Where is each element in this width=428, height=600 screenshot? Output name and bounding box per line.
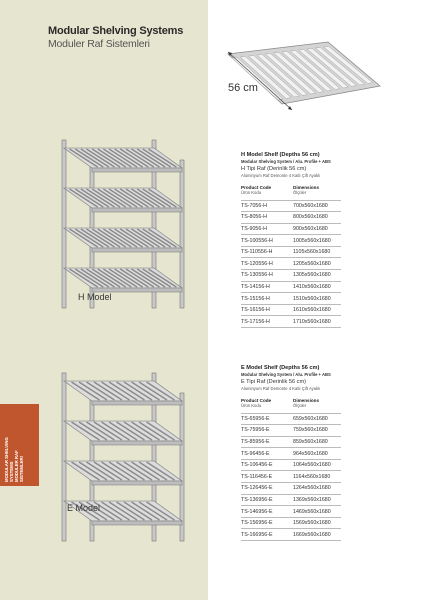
e-model-spec-block	[241, 365, 413, 541]
table-row	[241, 212, 341, 224]
product-code-cell: TS-130556-H	[241, 270, 293, 282]
page-title: Modular Shelving Systems	[48, 25, 184, 37]
spec-heading: E Model Shelf (Depths 56 cm)	[241, 365, 320, 371]
product-code-cell: TS-156956-E	[241, 517, 293, 529]
dimensions-cell: 1305x560x1680	[293, 270, 341, 282]
product-code-cell: TS-8056-H	[241, 212, 293, 224]
table-row	[241, 270, 341, 282]
product-code-cell: TS-166956-E	[241, 529, 293, 541]
product-code-cell: TS-126456-E	[241, 483, 293, 495]
e-model-label: E Model	[67, 503, 101, 513]
dimensions-cell: 1105x560x1680	[293, 246, 341, 258]
table-row	[241, 235, 341, 247]
dimensions-cell: 1064x560x1680	[293, 459, 341, 471]
product-code-cell: TS-116456-E	[241, 471, 293, 483]
col-header-dimensions: Dimensions Ölçüler	[293, 398, 341, 413]
table-row	[241, 425, 341, 437]
dimensions-cell: 1205x560x1680	[293, 258, 341, 270]
side-tab-line: MODULAR SHELVING	[4, 437, 9, 482]
dimensions-cell: 1610x560x1680	[293, 304, 341, 316]
table-row	[241, 316, 341, 328]
spec-table	[241, 398, 341, 541]
table-row	[241, 246, 341, 258]
table-row	[241, 483, 341, 495]
dimensions-cell: 1164x560x1680	[293, 471, 341, 483]
dimensions-cell: 1264x560x1680	[293, 483, 341, 495]
dimensions-cell: 1005x560x1680	[293, 235, 341, 247]
product-code-cell: TS-136956-E	[241, 494, 293, 506]
dimensions-cell: 1669x560x1680	[293, 529, 341, 541]
e-model-rack-illustration	[50, 363, 210, 553]
table-row	[241, 517, 341, 529]
table-row	[241, 281, 341, 293]
table-row	[241, 448, 341, 460]
dimensions-cell: 659x560x1680	[293, 413, 341, 425]
product-code-cell: TS-100556-H	[241, 235, 293, 247]
table-row	[241, 258, 341, 270]
table-row	[241, 413, 341, 425]
col-header-code: Product Code Ürün Kodu	[241, 398, 293, 413]
spec-heading-tr: E Tipi Raf (Derinlik 56 cm)	[241, 379, 306, 385]
spec-table	[241, 185, 341, 328]
product-code-cell: TS-85956-E	[241, 436, 293, 448]
spec-heading: H Model Shelf (Depths 56 cm)	[241, 152, 320, 158]
side-tab	[0, 404, 39, 486]
table-row	[241, 494, 341, 506]
table-row	[241, 436, 341, 448]
table-row	[241, 200, 341, 212]
table-row	[241, 529, 341, 541]
product-code-cell: TS-7056-H	[241, 200, 293, 212]
product-code-cell: TS-17156-H	[241, 316, 293, 328]
table-row	[241, 471, 341, 483]
dimensions-cell: 1410x560x1680	[293, 281, 341, 293]
product-code-cell: TS-15156-H	[241, 293, 293, 305]
dimensions-cell: 759x560x1680	[293, 425, 341, 437]
spec-material-tr: Aluminyum Raf Demonte 4 Katlı Çift Ayaklı	[241, 386, 321, 391]
product-code-cell: TS-16156-H	[241, 304, 293, 316]
page-subtitle: Moduler Raf Sistemleri	[48, 38, 150, 50]
spec-material: Modular Shelving System / Alu. Profile + ABS	[241, 372, 331, 377]
spec-heading-tr: H Tipi Raf (Derinlik 56 cm)	[241, 166, 307, 172]
side-tab-line: SYSTEMS	[9, 461, 14, 482]
product-code-cell: TS-9056-H	[241, 223, 293, 235]
spec-material-tr: Aluminyum Raf Demonte 4 Katlı Çift Ayaklı	[241, 173, 321, 178]
dimensions-cell: 1710x560x1680	[293, 316, 341, 328]
product-code-cell: TS-110556-H	[241, 246, 293, 258]
h-model-rack-illustration	[50, 130, 210, 320]
dimensions-cell: 859x560x1680	[293, 436, 341, 448]
side-tab-line: MODULER RAF	[14, 450, 19, 482]
table-row	[241, 506, 341, 518]
dimensions-cell: 900x560x1680	[293, 223, 341, 235]
h-model-spec-block	[241, 152, 413, 328]
table-row	[241, 304, 341, 316]
dimensions-cell: 700x560x1680	[293, 200, 341, 212]
product-code-cell: TS-146956-E	[241, 506, 293, 518]
dimensions-cell: 800x560x1680	[293, 212, 341, 224]
product-code-cell: TS-65956-E	[241, 413, 293, 425]
product-code-cell: TS-106456-E	[241, 459, 293, 471]
dimensions-cell: 1469x560x1680	[293, 506, 341, 518]
dimensions-cell: 964x560x1680	[293, 448, 341, 460]
h-model-label: H Model	[78, 292, 112, 302]
spec-material: Modular Shelving System / Alu. Profile + ABS	[241, 159, 331, 164]
product-code-cell: TS-120556-H	[241, 258, 293, 270]
product-code-cell: TS-75956-E	[241, 425, 293, 437]
col-header-dimensions: Dimensions Ölçüler	[293, 185, 341, 200]
dimensions-cell: 1510x560x1680	[293, 293, 341, 305]
side-tab-line: SISTEMLERI	[19, 456, 24, 482]
table-row	[241, 223, 341, 235]
dimensions-cell: 1369x560x1680	[293, 494, 341, 506]
table-row	[241, 459, 341, 471]
product-code-cell: TS-96456-E	[241, 448, 293, 460]
dimensions-cell: 1569x560x1680	[293, 517, 341, 529]
dimension-label: 56 cm	[228, 82, 258, 94]
table-row	[241, 293, 341, 305]
col-header-code: Product Code Ürün Kodu	[241, 185, 293, 200]
product-code-cell: TS-14156-H	[241, 281, 293, 293]
